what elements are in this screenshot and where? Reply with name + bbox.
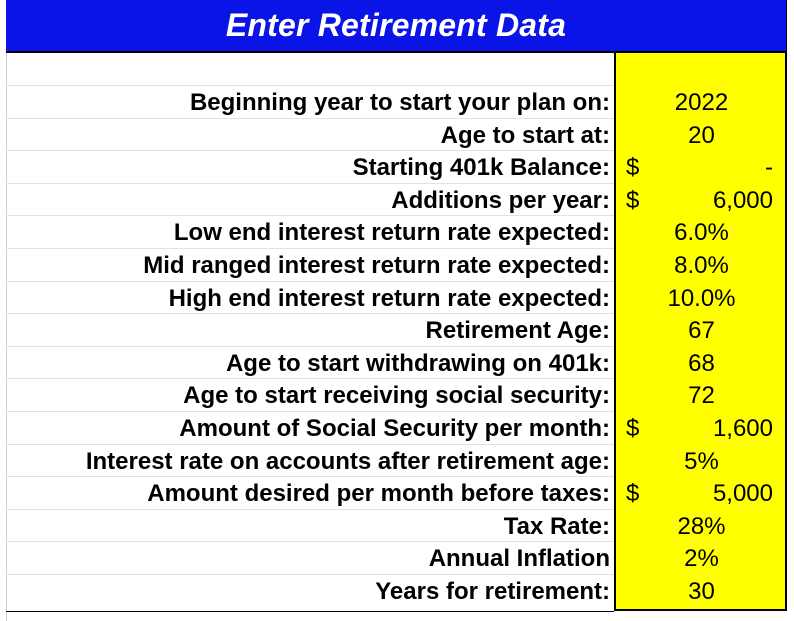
table-row — [6, 379, 787, 412]
input-cell-value[interactable]: 5,000 — [712, 480, 773, 508]
currency-symbol: $ — [626, 154, 640, 182]
table-row — [6, 412, 787, 445]
row-gridline — [6, 574, 614, 575]
table-row — [6, 184, 787, 217]
row-gridline — [6, 509, 614, 510]
input-cell-value[interactable]: 2022 — [674, 89, 729, 116]
input-cell-value[interactable]: 1,600 — [712, 415, 773, 442]
table-row — [6, 314, 787, 347]
row-label: Age to start receiving social security: — [183, 382, 610, 410]
row-label: Age to start at: — [440, 121, 610, 149]
input-cell-value[interactable]: 68 — [688, 349, 715, 377]
row-label: Low end interest return rate expected: — [173, 219, 610, 247]
table-row — [6, 151, 787, 184]
row-gridline — [6, 411, 614, 412]
row-label: Amount of Social Security per month: — [179, 415, 610, 442]
row-label: Tax Rate: — [503, 512, 610, 540]
input-cell-value[interactable]: 6.0% — [674, 219, 729, 247]
table-row — [6, 119, 787, 152]
row-label: Age to start withdrawing on 401k: — [225, 349, 610, 377]
row-gridline — [6, 281, 614, 282]
input-cell-value[interactable]: 20 — [688, 121, 715, 149]
table-row — [6, 510, 787, 543]
input-cell-value[interactable]: 10.0% — [667, 284, 736, 312]
row-label: Beginning year to start your plan on: — [189, 89, 610, 116]
table-row — [6, 477, 787, 510]
table-row — [6, 347, 787, 380]
table-row — [6, 86, 787, 119]
row-gridline — [6, 378, 614, 379]
table-row — [6, 542, 787, 575]
row-label: Mid ranged interest return rate expected: — [143, 252, 610, 279]
table-row — [6, 282, 787, 315]
row-gridline — [6, 313, 614, 314]
input-cell-value[interactable]: 8.0% — [674, 252, 729, 279]
row-gridline — [6, 85, 614, 86]
row-label: Additions per year: — [391, 186, 610, 214]
sheet-title: Enter Retirement Data — [6, 0, 787, 53]
row-gridline — [6, 476, 614, 477]
row-gridline — [6, 248, 614, 249]
table-row — [6, 249, 787, 282]
row-gridline — [6, 346, 614, 347]
row-label: Starting 401k Balance: — [352, 154, 610, 182]
currency-symbol: $ — [626, 415, 640, 442]
currency-symbol: $ — [626, 480, 640, 508]
blank-row[interactable] — [6, 53, 614, 85]
row-gridline — [6, 444, 614, 445]
input-cell-value[interactable]: 30 — [688, 578, 715, 605]
row-gridline — [6, 183, 614, 184]
row-label: High end interest return rate expected: — [168, 284, 610, 312]
input-cell-value[interactable]: 2% — [684, 545, 719, 573]
input-cell-value[interactable]: 6,000 — [712, 186, 773, 214]
row-gridline — [6, 215, 614, 216]
table-row — [6, 575, 787, 608]
currency-symbol: $ — [626, 186, 640, 214]
row-label: Interest rate on accounts after retirement age: — [85, 447, 610, 475]
input-cell-value[interactable]: 67 — [688, 317, 715, 345]
row-label: Annual Inflation — [428, 545, 610, 573]
table-row — [6, 445, 787, 478]
input-cell-value[interactable]: 72 — [688, 382, 715, 410]
row-gridline — [6, 541, 614, 542]
row-label: Years for retirement: — [375, 578, 610, 605]
row-label: Retirement Age: — [425, 317, 610, 345]
table-row — [6, 216, 787, 249]
input-cell-value[interactable]: 5% — [684, 447, 719, 475]
input-cell-value[interactable]: 28% — [677, 512, 726, 540]
row-gridline — [6, 150, 614, 151]
row-label: Amount desired per month before taxes: — [147, 480, 610, 508]
row-gridline — [6, 118, 614, 119]
input-cell-value[interactable]: - — [765, 154, 773, 182]
bottom-border — [6, 611, 614, 612]
